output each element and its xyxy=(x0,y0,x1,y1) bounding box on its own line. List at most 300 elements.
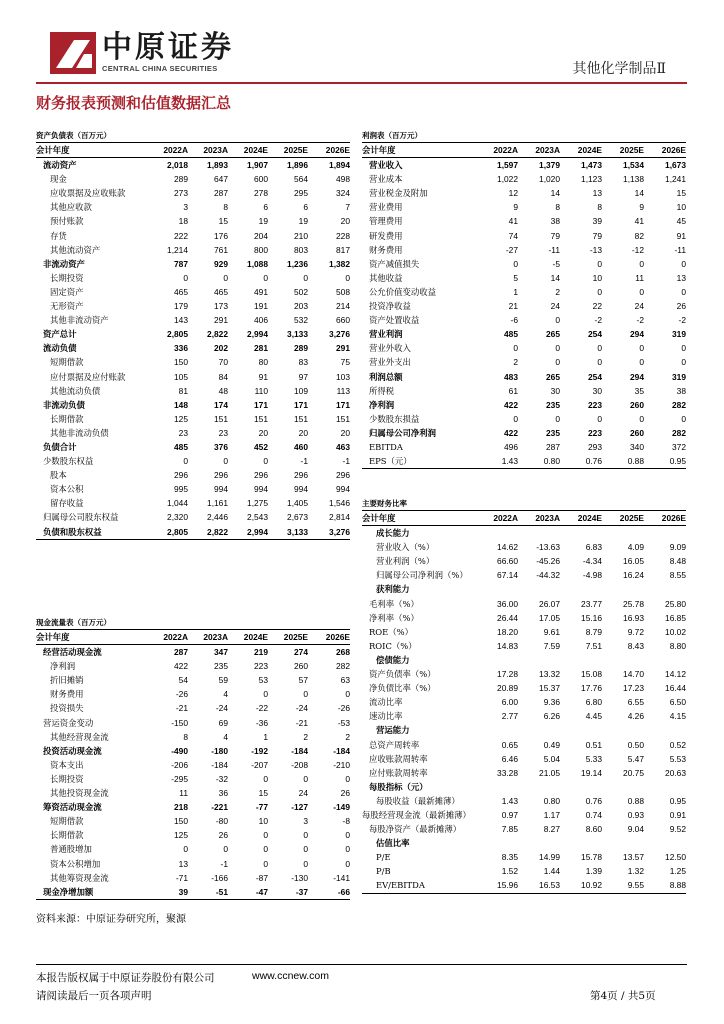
value-cell: 296 xyxy=(294,470,308,481)
value-cell: 3,133 xyxy=(268,525,308,540)
table-row xyxy=(362,384,686,398)
table-row xyxy=(36,285,350,299)
value-cell: 0.93 xyxy=(627,809,644,820)
value-cell: 274 xyxy=(294,647,308,658)
row-label: 预付账款 xyxy=(50,216,84,227)
value-cell: 254 xyxy=(588,329,602,340)
value-cell: 1,241 xyxy=(665,174,686,185)
value-cell: 18 xyxy=(178,216,188,227)
year-header: 2025E xyxy=(268,630,308,645)
value-cell: 0.88 xyxy=(627,795,644,806)
value-cell: 14.99 xyxy=(539,852,560,863)
year-header: 2025E xyxy=(602,143,644,158)
table-row xyxy=(36,814,350,828)
table-row xyxy=(36,701,350,715)
value-cell: 465 xyxy=(174,286,188,297)
row-label: 流动资产 xyxy=(43,160,77,171)
table-row xyxy=(362,257,686,271)
value-cell: 9.61 xyxy=(543,626,560,637)
table-row xyxy=(36,355,350,369)
value-cell: 0 xyxy=(303,858,308,869)
row-label: 长期借款 xyxy=(50,830,84,841)
value-cell: 295 xyxy=(294,188,308,199)
value-cell: 1,161 xyxy=(207,498,228,509)
row-label: 少数股东损益 xyxy=(369,413,420,424)
value-cell: 6.26 xyxy=(543,711,560,722)
value-cell: 14.83 xyxy=(497,640,518,651)
value-cell: 0.65 xyxy=(501,739,518,750)
value-cell: 83 xyxy=(298,357,308,368)
row-label: 归属母公司股东权益 xyxy=(43,512,119,523)
value-cell: 228 xyxy=(336,230,350,241)
value-cell: 80 xyxy=(258,357,268,368)
value-cell: 0 xyxy=(639,286,644,297)
value-cell: 4 xyxy=(223,731,228,742)
table-row xyxy=(36,525,350,540)
value-cell: 4.45 xyxy=(585,711,602,722)
value-cell: 532 xyxy=(294,315,308,326)
value-cell: 0.50 xyxy=(627,739,644,750)
value-cell: 67.14 xyxy=(497,570,518,581)
value-cell: 41 xyxy=(634,216,644,227)
table-row xyxy=(362,836,686,850)
table-row xyxy=(362,158,686,173)
table-header-row xyxy=(36,630,350,645)
value-cell: -87 xyxy=(255,872,268,883)
value-cell: 16.05 xyxy=(623,556,644,567)
table-row xyxy=(362,780,686,794)
value-cell: 281 xyxy=(254,343,268,354)
value-cell: -180 xyxy=(211,745,228,756)
value-cell: 8.79 xyxy=(585,626,602,637)
row-label: 非流动负债 xyxy=(43,399,85,410)
row-label: 负债合计 xyxy=(43,441,77,452)
row-label: 投资活动现金流 xyxy=(43,745,102,756)
value-cell: 0 xyxy=(639,357,644,368)
value-cell: 273 xyxy=(174,188,188,199)
value-cell: 9.72 xyxy=(627,626,644,637)
value-cell: 7.51 xyxy=(585,640,602,651)
value-cell: 8 xyxy=(597,202,602,213)
table-row xyxy=(36,482,350,496)
table-row xyxy=(362,582,686,596)
value-cell: 15.08 xyxy=(581,669,602,680)
row-label: 营业外收入 xyxy=(369,343,411,354)
value-cell: -11 xyxy=(674,244,686,255)
value-cell: 14 xyxy=(634,188,644,199)
value-cell: 12.50 xyxy=(665,852,686,863)
year-header: 2026E xyxy=(644,143,686,158)
value-cell: 0.49 xyxy=(543,739,560,750)
value-cell: 41 xyxy=(508,216,518,227)
year-header: 2025E xyxy=(268,143,308,158)
value-cell: 13 xyxy=(592,188,602,199)
value-cell: 21.05 xyxy=(539,767,560,778)
value-cell: 0 xyxy=(555,357,560,368)
value-cell: 3,276 xyxy=(308,525,350,540)
row-label: 流动比率 xyxy=(369,697,403,708)
value-cell: 1.44 xyxy=(543,866,560,877)
value-cell: 319 xyxy=(672,329,686,340)
value-cell: 293 xyxy=(588,441,602,452)
value-cell: 204 xyxy=(254,230,268,241)
table-row xyxy=(362,341,686,355)
value-cell: 11 xyxy=(179,788,188,799)
value-cell: 171 xyxy=(294,399,308,410)
row-label: 营业收入 xyxy=(369,160,403,171)
value-cell: 0.74 xyxy=(585,809,602,820)
value-cell: 2,446 xyxy=(207,512,228,523)
value-cell: 8 xyxy=(555,202,560,213)
row-label: 非流动资产 xyxy=(43,258,85,269)
value-cell: 14.70 xyxy=(623,669,644,680)
table-row xyxy=(362,299,686,313)
table-row xyxy=(36,186,350,200)
value-cell: 23.77 xyxy=(581,598,602,609)
value-cell: 15.37 xyxy=(539,683,560,694)
value-cell: -71 xyxy=(175,872,188,883)
value-cell: 406 xyxy=(254,315,268,326)
value-cell: 151 xyxy=(294,413,308,424)
value-cell: 6 xyxy=(263,202,268,213)
value-cell: 171 xyxy=(336,399,350,410)
row-label: 营业利润（%） xyxy=(376,556,435,567)
value-cell: 0 xyxy=(263,830,268,841)
value-cell: 25.78 xyxy=(623,598,644,609)
value-cell: 265 xyxy=(546,371,560,382)
table-row xyxy=(36,871,350,885)
value-cell: 8.60 xyxy=(585,824,602,835)
value-cell: 502 xyxy=(294,286,308,297)
value-cell: 82 xyxy=(634,230,644,241)
value-cell: 1.43 xyxy=(476,454,518,469)
header-label: 会计年度 xyxy=(36,630,148,645)
row-label: 应付账款周转率 xyxy=(369,767,428,778)
row-label: 毛利率（%） xyxy=(369,598,419,609)
value-cell: 16.24 xyxy=(623,570,644,581)
value-cell: 0 xyxy=(263,773,268,784)
value-cell: 2 xyxy=(303,731,308,742)
table-row xyxy=(362,526,686,541)
value-cell: 174 xyxy=(214,399,228,410)
row-label: 净负债比率（%） xyxy=(369,683,436,694)
value-cell: 8.27 xyxy=(543,824,560,835)
table-row xyxy=(36,800,350,814)
value-cell: 14.12 xyxy=(665,669,686,680)
value-cell: 53 xyxy=(258,675,268,686)
row-label: 营业成本 xyxy=(369,174,403,185)
value-cell: 0 xyxy=(223,272,228,283)
value-cell: 0 xyxy=(597,343,602,354)
value-cell: 800 xyxy=(254,244,268,255)
value-cell: 347 xyxy=(214,647,228,658)
row-label: 营运能力 xyxy=(376,725,410,736)
value-cell: 3,276 xyxy=(329,329,350,340)
value-cell: 2,320 xyxy=(167,512,188,523)
value-cell xyxy=(518,780,560,794)
value-cell: 1,673 xyxy=(665,160,686,171)
value-cell: 5.53 xyxy=(669,753,686,764)
row-label: 净利润 xyxy=(369,399,395,410)
table-row xyxy=(36,426,350,440)
value-cell: 113 xyxy=(336,385,350,396)
value-cell: 0 xyxy=(597,413,602,424)
value-cell: 1,546 xyxy=(329,498,350,509)
value-cell: 647 xyxy=(214,174,228,185)
footer-divider xyxy=(36,964,687,965)
row-label: 现金净增加额 xyxy=(36,885,148,900)
page-title: 财务报表预测和估值数据汇总 xyxy=(36,94,232,112)
table-row xyxy=(362,752,686,766)
company-logo-icon xyxy=(50,32,98,76)
value-cell: 151 xyxy=(336,413,350,424)
table-row xyxy=(36,214,350,228)
row-label: 其他非流动资产 xyxy=(50,315,109,326)
value-cell: 8.55 xyxy=(669,570,686,581)
value-cell: 24 xyxy=(298,788,308,799)
value-cell: -1 xyxy=(342,456,350,467)
value-cell: 13 xyxy=(178,858,188,869)
value-cell: 1 xyxy=(513,286,518,297)
row-label: 利润总额 xyxy=(369,371,403,382)
value-cell: 25.80 xyxy=(665,598,686,609)
table-row xyxy=(36,412,350,426)
value-cell: 0 xyxy=(303,272,308,283)
value-cell: 97 xyxy=(298,371,308,382)
value-cell: 38 xyxy=(550,216,560,227)
value-cell: 20 xyxy=(340,427,350,438)
value-cell: 287 xyxy=(214,188,228,199)
row-label: 其他流动资产 xyxy=(50,244,101,255)
value-cell: 20 xyxy=(298,427,308,438)
value-cell: 483 xyxy=(504,371,518,382)
value-cell: 0.88 xyxy=(602,454,644,469)
value-cell: 0 xyxy=(513,413,518,424)
row-label: 其他筹资现金流 xyxy=(50,872,109,883)
row-label: 营业利润 xyxy=(369,329,403,340)
value-cell: 14 xyxy=(550,272,560,283)
value-cell: 6.46 xyxy=(501,753,518,764)
value-cell: 7.59 xyxy=(543,640,560,651)
value-cell: 81 xyxy=(178,385,188,396)
income-statement-table xyxy=(362,142,686,469)
row-label: 偿债能力 xyxy=(376,654,410,665)
table-row xyxy=(36,257,350,271)
value-cell: 1,907 xyxy=(247,160,268,171)
ratios-title: 主要财务比率 xyxy=(362,499,407,508)
value-cell: 1 xyxy=(263,731,268,742)
value-cell xyxy=(518,723,560,737)
value-cell: 20.75 xyxy=(623,767,644,778)
value-cell: 26.07 xyxy=(539,598,560,609)
value-cell: 289 xyxy=(174,174,188,185)
value-cell xyxy=(602,582,644,596)
value-cell xyxy=(644,526,686,541)
row-label: 营业费用 xyxy=(369,202,403,213)
value-cell: 17.76 xyxy=(581,683,602,694)
table-row xyxy=(362,568,686,582)
table-row xyxy=(36,243,350,257)
year-header: 2024E xyxy=(228,630,268,645)
year-header: 2024E xyxy=(560,143,602,158)
row-label: 营运资金变动 xyxy=(43,717,94,728)
value-cell: -21 xyxy=(175,703,188,714)
row-label: 资产总计 xyxy=(43,329,77,340)
table-row xyxy=(362,214,686,228)
value-cell: 1,138 xyxy=(623,174,644,185)
table-row xyxy=(36,158,350,173)
value-cell: -141 xyxy=(333,872,350,883)
value-cell: 0 xyxy=(183,844,188,855)
value-cell xyxy=(560,780,602,794)
value-cell: 0 xyxy=(681,258,686,269)
balance-sheet-title: 资产负债表（百万元） xyxy=(36,131,111,140)
value-cell: 26.44 xyxy=(497,612,518,623)
value-cell: 223 xyxy=(588,427,602,438)
balance-sheet-table xyxy=(36,142,350,540)
table-row xyxy=(36,645,350,660)
value-cell: 294 xyxy=(630,329,644,340)
value-cell: 460 xyxy=(294,441,308,452)
value-cell: 336 xyxy=(174,343,188,354)
value-cell: 173 xyxy=(214,301,228,312)
value-cell: -32 xyxy=(215,773,228,784)
value-cell: 2,994 xyxy=(228,525,268,540)
value-cell: 15 xyxy=(676,188,686,199)
value-cell: 38 xyxy=(676,385,686,396)
value-cell: 10 xyxy=(592,272,602,283)
value-cell: 9.04 xyxy=(627,824,644,835)
row-label: P/E xyxy=(376,852,391,863)
year-header: 2023A xyxy=(188,630,228,645)
value-cell: 20.63 xyxy=(665,767,686,778)
row-label: 负债和股东权益 xyxy=(36,525,148,540)
value-cell: 372 xyxy=(672,441,686,452)
value-cell: 0.76 xyxy=(560,454,602,469)
value-cell xyxy=(644,653,686,667)
value-cell xyxy=(518,526,560,541)
value-cell: 1,894 xyxy=(329,160,350,171)
value-cell: 39 xyxy=(592,216,602,227)
value-cell xyxy=(476,836,518,850)
value-cell: 9 xyxy=(639,202,644,213)
value-cell: 498 xyxy=(336,174,350,185)
table-row xyxy=(36,496,350,510)
table-row xyxy=(362,850,686,864)
table-row xyxy=(36,730,350,744)
footer-copyright: 本报告版权属于中原证券股份有限公司 xyxy=(36,972,215,984)
table-row xyxy=(362,822,686,836)
value-cell: 1.39 xyxy=(585,866,602,877)
value-cell: 508 xyxy=(336,286,350,297)
value-cell: 0.52 xyxy=(669,739,686,750)
table-row xyxy=(36,440,350,454)
value-cell: 422 xyxy=(504,399,518,410)
value-cell: 289 xyxy=(294,343,308,354)
table-row xyxy=(36,786,350,800)
value-cell: 0.95 xyxy=(644,454,686,469)
value-cell: 36 xyxy=(218,788,228,799)
value-cell: 1,379 xyxy=(539,160,560,171)
value-cell: -51 xyxy=(188,885,228,900)
value-cell: 1.17 xyxy=(543,809,560,820)
value-cell: 817 xyxy=(336,244,350,255)
value-cell: 235 xyxy=(546,427,560,438)
value-cell: 0 xyxy=(555,413,560,424)
row-label: 公允价值变动收益 xyxy=(369,286,436,297)
value-cell: 3 xyxy=(183,202,188,213)
value-cell: 1,022 xyxy=(497,174,518,185)
value-cell: 15.96 xyxy=(476,878,518,893)
value-cell xyxy=(644,836,686,850)
value-cell: 20 xyxy=(258,427,268,438)
value-cell: -206 xyxy=(171,759,188,770)
value-cell: 422 xyxy=(504,427,518,438)
value-cell: 79 xyxy=(550,230,560,241)
row-label: 净利润 xyxy=(50,661,76,672)
value-cell: 8.48 xyxy=(669,556,686,567)
value-cell: 23 xyxy=(178,427,188,438)
value-cell: 0 xyxy=(345,858,350,869)
table-row xyxy=(36,772,350,786)
value-cell: 222 xyxy=(174,230,188,241)
value-cell: 0 xyxy=(555,343,560,354)
value-cell: 0 xyxy=(639,343,644,354)
table-header-row xyxy=(362,143,686,158)
value-cell xyxy=(476,723,518,737)
value-cell: 13.57 xyxy=(623,852,644,863)
table-row xyxy=(362,597,686,611)
table-row xyxy=(36,229,350,243)
value-cell: 0 xyxy=(639,258,644,269)
table-row xyxy=(362,808,686,822)
value-cell: 151 xyxy=(214,413,228,424)
row-label: 每股经营现金流（最新摊薄） xyxy=(362,809,471,820)
value-cell: 994 xyxy=(214,484,228,495)
value-cell: -4.98 xyxy=(582,570,602,581)
table-row xyxy=(362,625,686,639)
table-row xyxy=(36,510,350,524)
value-cell: 761 xyxy=(214,244,228,255)
value-cell: 16.44 xyxy=(665,683,686,694)
footer-url-link[interactable]: www.ccnew.com xyxy=(252,970,330,982)
value-cell: 265 xyxy=(546,329,560,340)
value-cell: 24 xyxy=(634,301,644,312)
value-cell: 1,044 xyxy=(167,498,188,509)
table-row xyxy=(36,659,350,673)
header-divider xyxy=(36,82,687,84)
value-cell: -26 xyxy=(337,703,350,714)
table-row xyxy=(36,172,350,186)
row-label: 其他经营现金流 xyxy=(50,731,109,742)
table-row xyxy=(362,878,686,893)
value-cell: 10 xyxy=(676,202,686,213)
value-cell: 4.26 xyxy=(627,711,644,722)
value-cell: 268 xyxy=(336,647,350,658)
value-cell: 1,123 xyxy=(581,174,602,185)
value-cell: -24 xyxy=(215,703,228,714)
value-cell: 0 xyxy=(183,272,188,283)
value-cell xyxy=(644,582,686,596)
row-label: 折旧摊销 xyxy=(50,675,84,686)
value-cell: 0 xyxy=(303,830,308,841)
table-row xyxy=(36,828,350,842)
row-label: 资产减值损失 xyxy=(369,258,420,269)
value-cell: 1.52 xyxy=(501,866,518,877)
value-cell: 150 xyxy=(174,357,188,368)
value-cell: 7.85 xyxy=(501,824,518,835)
value-cell: 254 xyxy=(588,371,602,382)
